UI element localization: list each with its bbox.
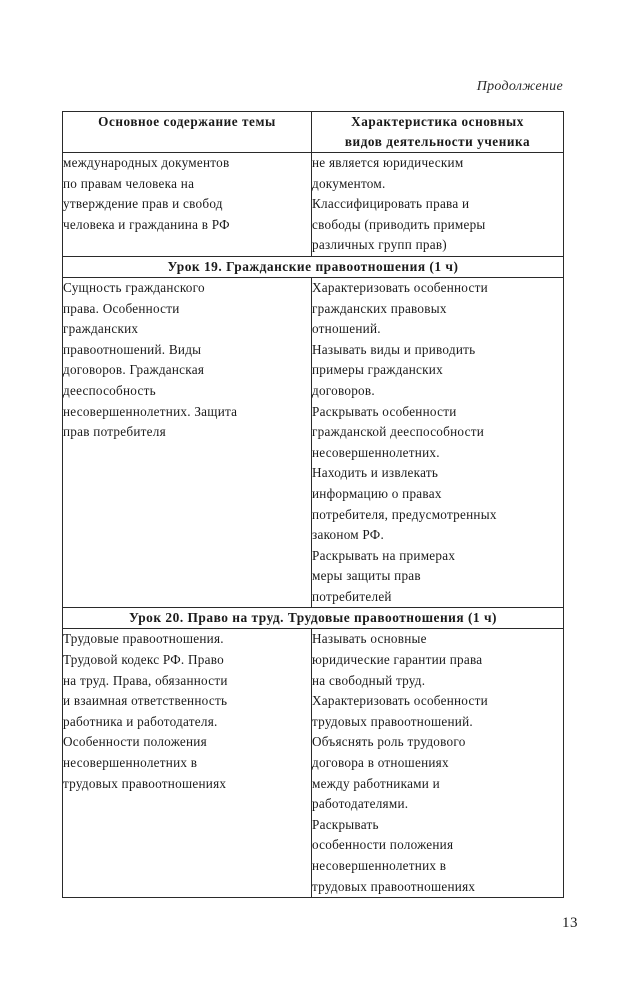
cell-content-activity-line: информацию о правах [312,485,442,501]
cell-content-activity-line: Называть виды и приводить [312,341,476,357]
column-header-content [63,112,312,153]
cell-content-activity-line: законом РФ. [312,527,385,543]
lesson-banner-row [63,256,564,277]
curriculum-table [62,111,564,898]
page-number: 13 [562,915,578,931]
column-header-activity-line: видов деятельности ученика [344,134,531,149]
cell-content-activity-line: особенности положения [312,837,454,853]
cell-content-activity-line: меры защиты прав [312,568,421,584]
cell-content-topic-line: работника и работодателя. [63,713,218,729]
cell-content-activity [312,629,564,898]
cell-content-activity-line: Раскрывать на примерах [312,547,456,563]
column-header-content-line: Основное содержание темы [98,114,276,129]
cell-content-activity-line: Характеризовать особенности [312,693,488,709]
cell-content-activity-line: Объяснять роль трудового [312,734,466,750]
cell-content-topic-line: утверждение прав и свобод [63,196,223,212]
cell-content-activity-line: Классифицировать права и [312,196,470,212]
column-header-activity-line: Характеристика основных [351,114,524,129]
cell-content-topic-line: Особенности положения [63,734,207,750]
cell-content-activity-line: не является юридическим [312,155,464,170]
cell-content-activity-line: юридические гарантии права [312,652,483,668]
cell-content-topic-line: Трудовой кодекс РФ. Право [63,652,224,668]
cell-content-activity-line: несовершеннолетних. [312,444,440,460]
cell-content-activity [312,153,564,257]
cell-content-activity-line: трудовых правоотношений. [312,713,473,729]
cell-content-activity-line: на свободный труд. [312,672,426,688]
cell-content-activity-line: между работниками и [312,775,440,791]
cell-content-activity-line: документом. [312,175,386,191]
table-body [63,112,564,898]
cell-content-activity-line: договоров. [312,382,375,398]
cell-content-activity-line: гражданских правовых [312,300,447,316]
lesson-title: Урок 20. Право на труд. Трудовые правоотношения (1 ч) [63,608,564,629]
cell-content-topic-line: гражданских [63,321,139,337]
cell-content-activity-line: примеры гражданских [312,362,443,378]
cell-content-activity-line: потребителей [312,588,392,604]
cell-content-topic [63,277,312,608]
running-head: Продолжение [476,79,563,94]
cell-content-topic-line: прав потребителя [63,424,166,440]
cell-content-activity-line: гражданской дееспособности [312,424,485,440]
cell-content-activity-line: работодателями. [312,796,409,812]
cell-content-activity-line: свободы (приводить примеры [312,216,486,232]
cell-content-topic-line: дееспособность [63,382,156,398]
lesson-title: Урок 19. Гражданские правоотношения (1 ч) [63,256,564,277]
cell-content-activity-line: потребителя, предусмотренных [312,506,497,522]
cell-content-activity-line: Находить и извлекать [312,465,439,481]
cell-content-activity-line: Раскрывать особенности [312,403,457,419]
cell-content-topic-line: Сущность гражданского [63,279,205,295]
table-header-row [63,112,564,153]
cell-content-activity-line: отношений. [312,321,381,337]
cell-content-topic-line: трудовых правоотношениях [63,775,227,791]
cell-content-topic-line: права. Особенности [63,300,180,316]
cell-content-topic-line: по правам человека на [63,175,195,191]
cell-content-activity-line: договора в отношениях [312,755,449,771]
cell-content-topic [63,629,312,898]
cell-content-topic-line: несовершеннолетних. Защита [63,403,238,419]
cell-content-topic-line: человека и гражданина в РФ [63,216,230,232]
cell-content-activity-line: Раскрывать [312,816,379,832]
cell-content-topic [63,153,312,257]
cell-content-topic-line: международных документов [63,155,230,170]
cell-content-activity-line: Характеризовать особенности [312,279,488,295]
table-row [63,629,564,898]
cell-content-activity-line: Называть основные [312,631,427,647]
cell-content-topic-line: несовершеннолетних в [63,755,198,771]
cell-content-topic-line: правоотношений. Виды [63,341,202,357]
cell-content-topic-line: на труд. Права, обязанности [63,672,228,688]
cell-content-topic-line: Трудовые правоотношения. [63,631,224,647]
cell-content-topic-line: договоров. Гражданская [63,362,205,378]
column-header-activity [312,112,564,153]
cell-content-activity-line: несовершеннолетних в [312,858,447,873]
cell-content-activity-line: трудовых правоотношениях [312,878,476,894]
cell-content-topic-line: и взаимная ответственность [63,693,228,709]
table-row [63,277,564,608]
lesson-banner-row [63,608,564,629]
cell-content-activity-line: различных групп прав) [312,237,447,253]
cell-content-activity [312,277,564,608]
table-row [63,153,564,257]
